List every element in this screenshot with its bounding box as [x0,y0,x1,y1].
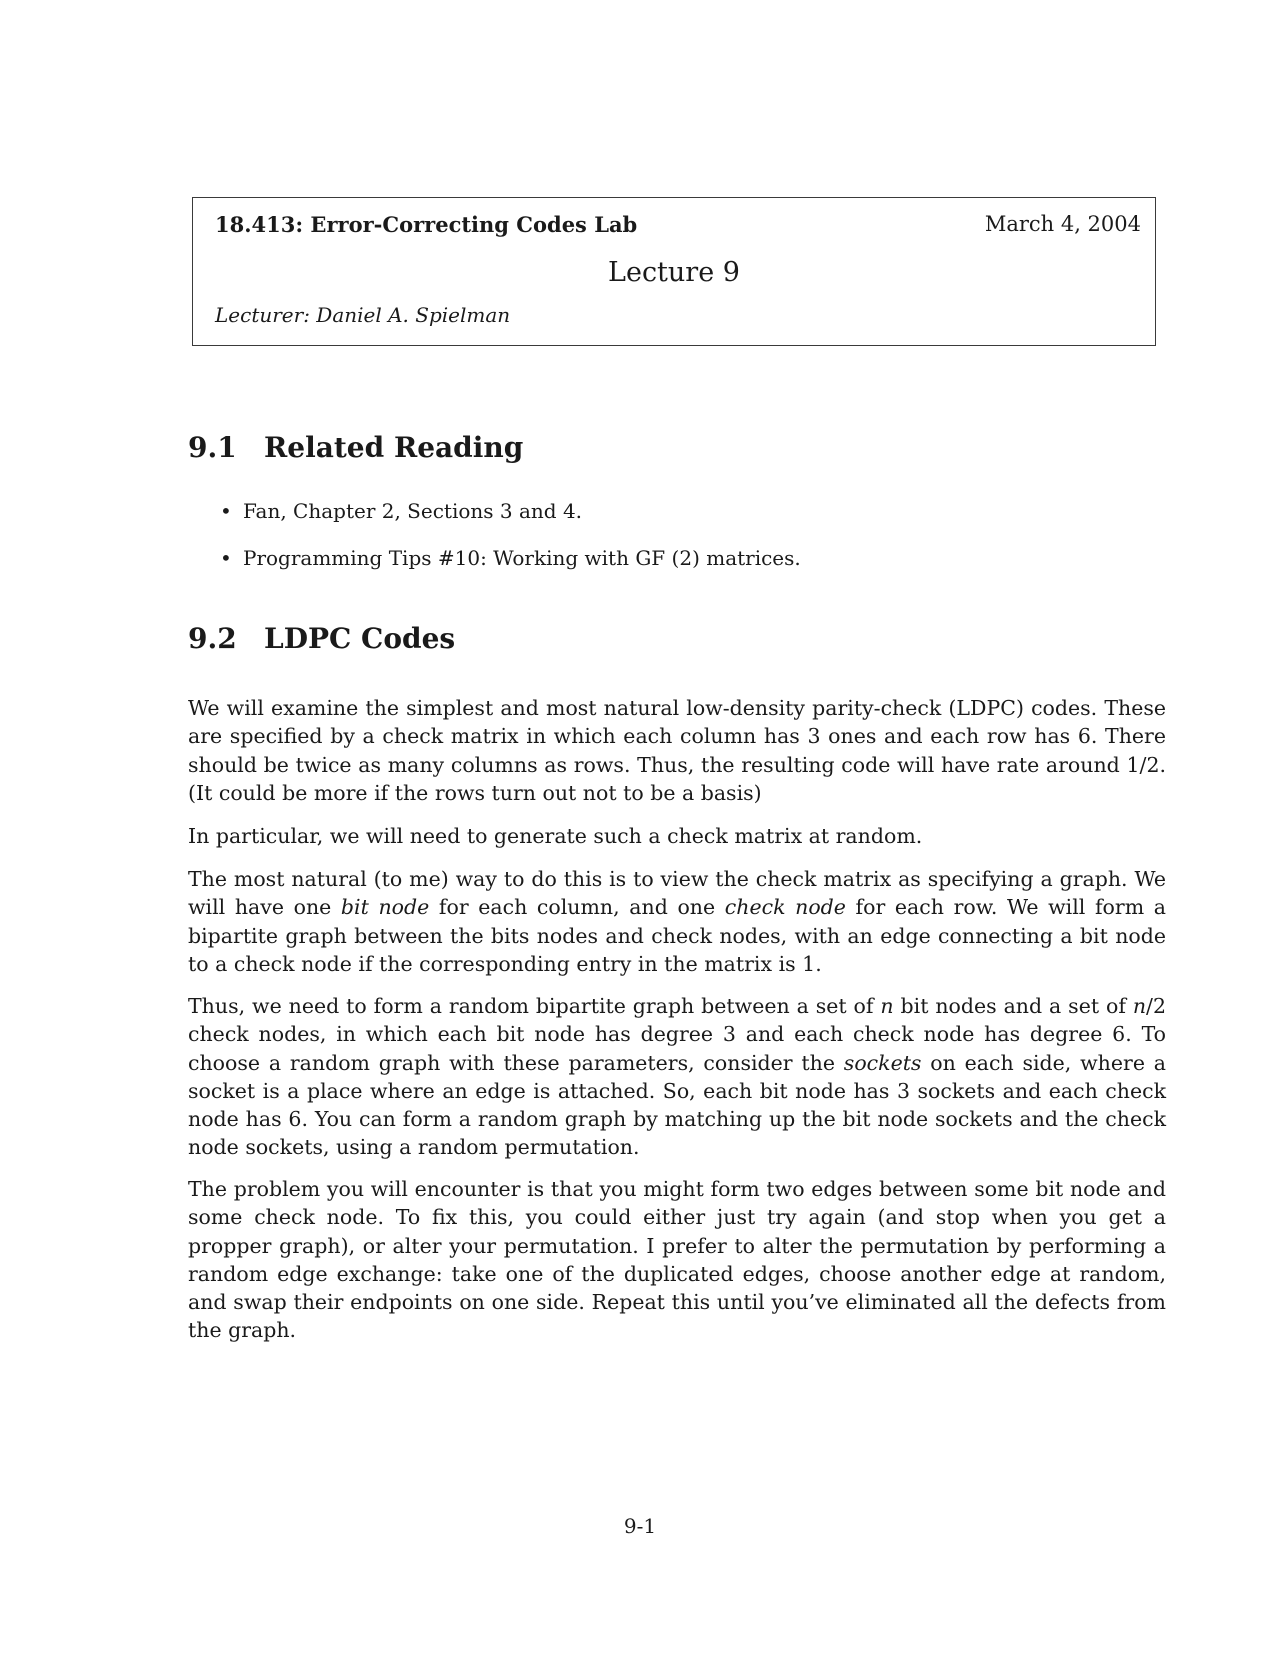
page-number: 9-1 [623,1514,657,1538]
list-item [218,545,801,592]
paragraph-generation [188,822,1166,850]
section-heading-ldpc-codes [188,622,455,655]
lecturer-name: Lecturer: Daniel A. Spielman [215,303,511,327]
lecture-header-box [192,197,1156,346]
list-item-text: Fan, Chapter 2, Sections 3 and 4. [243,499,583,523]
paragraph-text: In particular, we will need to generate such a check matrix at random. [188,824,923,848]
lecture-title: Lecture 9 [608,257,740,288]
paragraph-text: on each side, where a socket is a place where an edge is attached. So, each bit node has 3 sockets and each check node has 6. You can form a random graph by matching up the bit node sockets and the check node sockets, using a random permutation. [188,1050,1166,1160]
paragraph-text: The problem you will encounter is that you might form two edges between some bit node and some check node. To fix this, you could either just try again (and stop when you get a propper graph), or alter your permutation. I prefer to alter the permutation by performing a random edge exchange: take one of the duplicated edges, choose another edge at random, and swap their endpoints on one side. Repeat this until you’ve eliminated all the defects from the graph. [188,1177,1166,1343]
paragraph-ldpc-intro [188,694,1166,807]
section-title: LDPC Codes [264,622,456,655]
paragraph-bipartite [188,992,1166,1162]
emphasized-text: sockets [843,1050,922,1075]
list-item-text: Programming Tips #10: Working with GF (2) matrices. [243,546,801,570]
bullet-icon: • [220,546,232,570]
list-item [218,498,801,545]
emphasized-text: bit node [340,895,430,920]
paragraph-edge-exchange [188,1175,1166,1345]
reading-list [218,498,801,592]
paragraph-text: We will examine the simplest and most natural low-density parity-check (LDPC) codes. These are specified by a check matrix in which each column has 3 ones and each row has 6. There should be twice as many columns as rows. Thus, the resulting code will have rate around 1/2. (It could be more if the rows turn out not to be a basis) [188,696,1166,805]
section-heading-related-reading [188,431,523,464]
paragraph-text: for each column, and one [429,895,725,920]
emphasized-text: n [1132,994,1147,1018]
section-number: 9.2 [188,622,237,655]
paragraph-text: for each row. We will form a bipartite graph between the bits nodes and check nodes, with an edge connecting a bit node to a check node if the corresponding entry in the matrix is 1. [188,895,1166,976]
paragraph-text: bit nodes and a set of [893,994,1133,1018]
course-title: 18.413: Error-Correcting Codes Lab [215,212,638,237]
bullet-icon: • [220,499,232,523]
lecture-date: March 4, 2004 [984,212,1141,236]
paragraph-text: The most natural (to me) way to do this is to view the check matrix as specifying a graph. We will have one [188,867,1166,920]
section-number: 9.1 [188,431,237,464]
paragraph-graph-view [188,865,1166,978]
emphasized-text: n [880,994,894,1018]
emphasized-text: check node [724,895,846,920]
paragraph-text: /2 check nodes, in which each bit node has degree 3 and each check node has degree 6. To choose a random graph with these parameters, consider the [188,994,1166,1075]
section-title: Related Reading [264,431,524,464]
paragraph-text: Thus, we need to form a random bipartite graph between a set of [188,994,881,1018]
